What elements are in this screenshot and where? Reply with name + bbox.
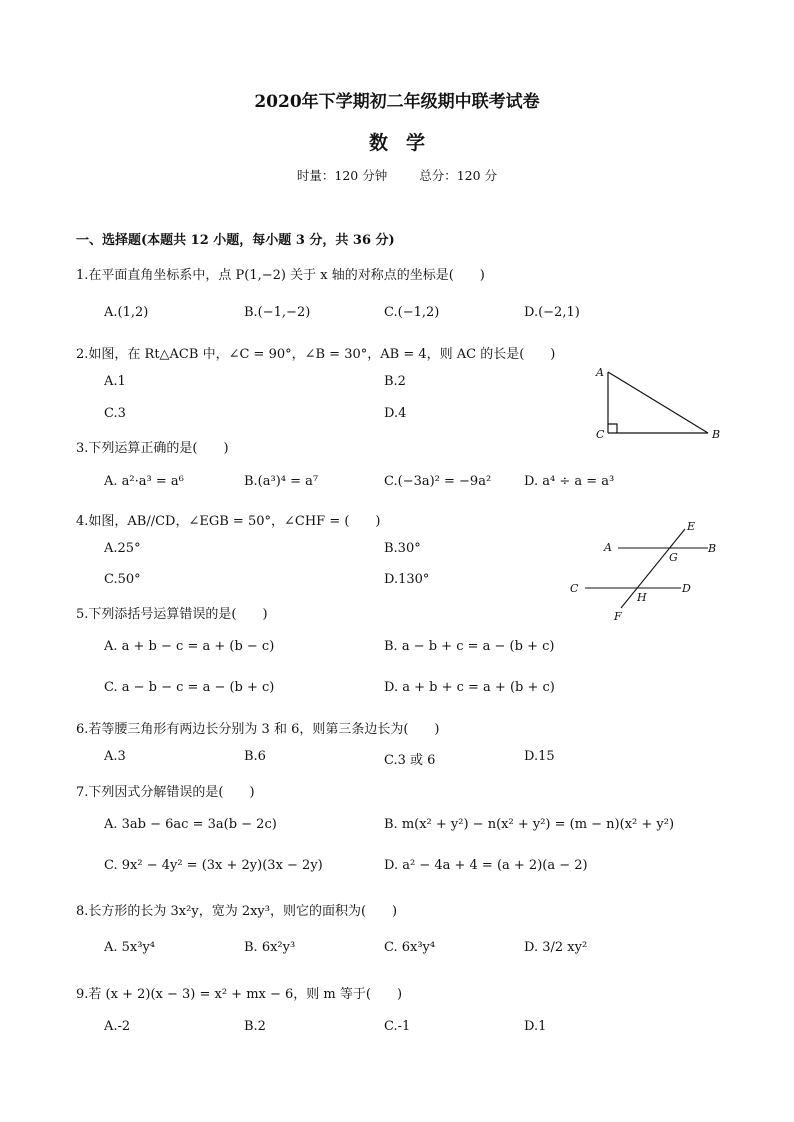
q1-option-d: D.(−2,1) xyxy=(524,305,580,320)
label-c: C xyxy=(570,582,579,595)
q2-option-d: D.4 xyxy=(384,406,407,421)
q6-option-d: D.15 xyxy=(524,749,555,764)
question-5: 5.下列添括号运算错误的是( ) xyxy=(76,607,268,622)
exam-meta xyxy=(0,166,794,184)
subject-title: 数学 xyxy=(368,132,443,154)
label-e: E xyxy=(687,520,696,533)
q6-option-a: A.3 xyxy=(104,749,126,764)
q4-option-a: A.25° xyxy=(104,541,141,556)
q8-option-c: C. 6x³y⁴ xyxy=(384,940,436,955)
question-6: 6.若等腰三角形有两边长分别为 3 和 6，则第三条边长为( ) xyxy=(76,722,440,737)
q8-option-d: D. 3/2 xy² xyxy=(524,940,588,955)
label-a: A xyxy=(596,366,604,379)
q7-option-b: B. m(x² + y²) − n(x² + y²) = (m − n)(x² + y²) xyxy=(384,817,675,832)
time-limit: 时量：120 分钟 xyxy=(296,168,388,183)
q1-option-c: C.(−1,2) xyxy=(384,305,440,320)
question-7: 7.下列因式分解错误的是( ) xyxy=(76,785,255,800)
q1-option-a: A.(1,2) xyxy=(104,305,149,320)
q4-option-d: D.130° xyxy=(384,572,430,587)
label-a: A xyxy=(604,541,612,554)
q5-option-d: D. a + b + c = a + (b + c) xyxy=(384,680,555,695)
label-b: B xyxy=(712,428,721,441)
q6-option-b: B.6 xyxy=(244,749,266,764)
q5-option-c: C. a − b − c = a − (b + c) xyxy=(104,680,275,695)
q3-option-c: C.(−3a)² = −9a² xyxy=(384,474,492,489)
question-8: 8.长方形的长为 3x²y，宽为 2xy³，则它的面积为( ) xyxy=(76,904,398,919)
q9-option-a: A.-2 xyxy=(104,1019,131,1034)
section-heading: 一、选择题(本题共 12 小题，每小题 3 分，共 36 分) xyxy=(76,233,395,248)
question-2: 2.如图，在 Rt△ACB 中，∠C = 90°，∠B = 30°，AB = 4，则 AC 的长是( ) xyxy=(76,347,556,362)
question-3: 3.下列运算正确的是( ) xyxy=(76,441,229,456)
q6-option-c: C.3 或 6 xyxy=(384,753,436,768)
q4-option-b: B.30° xyxy=(384,541,421,556)
label-c: C xyxy=(596,428,605,441)
label-b: B xyxy=(708,542,717,555)
q2-option-a: A.1 xyxy=(104,374,126,389)
q8-option-a: A. 5x³y⁴ xyxy=(104,940,156,955)
total-score: 总分：120 分 xyxy=(419,168,498,183)
q7-option-c: C. 9x² − 4y² = (3x + 2y)(3x − 2y) xyxy=(104,858,323,873)
q2-option-c: C.3 xyxy=(104,406,126,421)
label-d: D xyxy=(682,582,691,595)
q4-option-c: C.50° xyxy=(104,572,141,587)
label-h: H xyxy=(637,591,647,604)
exam-title: 2020年下学期初二年级期中联考试卷 xyxy=(254,92,540,112)
q9-option-c: C.-1 xyxy=(384,1019,411,1034)
question-1: 1.在平面直角坐标系中，点 P(1,−2) 关于 x 轴的对称点的坐标是( ) xyxy=(76,268,485,283)
q3-option-b: B.(a³)⁴ = a⁷ xyxy=(244,474,319,489)
q9-option-d: D.1 xyxy=(524,1019,547,1034)
parallel-lines-figure xyxy=(565,516,735,626)
q7-option-a: A. 3ab − 6ac = 3a(b − 2c) xyxy=(104,817,277,832)
q3-option-d: D. a⁴ ÷ a = a³ xyxy=(524,474,615,489)
q5-option-a: A. a + b − c = a + (b − c) xyxy=(104,639,275,654)
label-g: G xyxy=(669,551,678,564)
q1-option-b: B.(−1,−2) xyxy=(244,305,311,320)
question-9: 9.若 (x + 2)(x − 3) = x² + mx − 6，则 m 等于( ) xyxy=(76,987,403,1002)
q8-option-b: B. 6x²y³ xyxy=(244,940,296,955)
question-4: 4.如图，AB//CD，∠EGB = 50°，∠CHF = ( ) xyxy=(76,514,381,529)
q3-option-a: A. a²·a³ = a⁶ xyxy=(104,474,184,489)
q2-option-b: B.2 xyxy=(384,374,406,389)
q5-option-b: B. a − b + c = a − (b + c) xyxy=(384,639,555,654)
q9-option-b: B.2 xyxy=(244,1019,266,1034)
triangle-figure xyxy=(590,362,730,446)
q7-option-d: D. a² − 4a + 4 = (a + 2)(a − 2) xyxy=(384,858,588,873)
label-f: F xyxy=(614,610,622,623)
